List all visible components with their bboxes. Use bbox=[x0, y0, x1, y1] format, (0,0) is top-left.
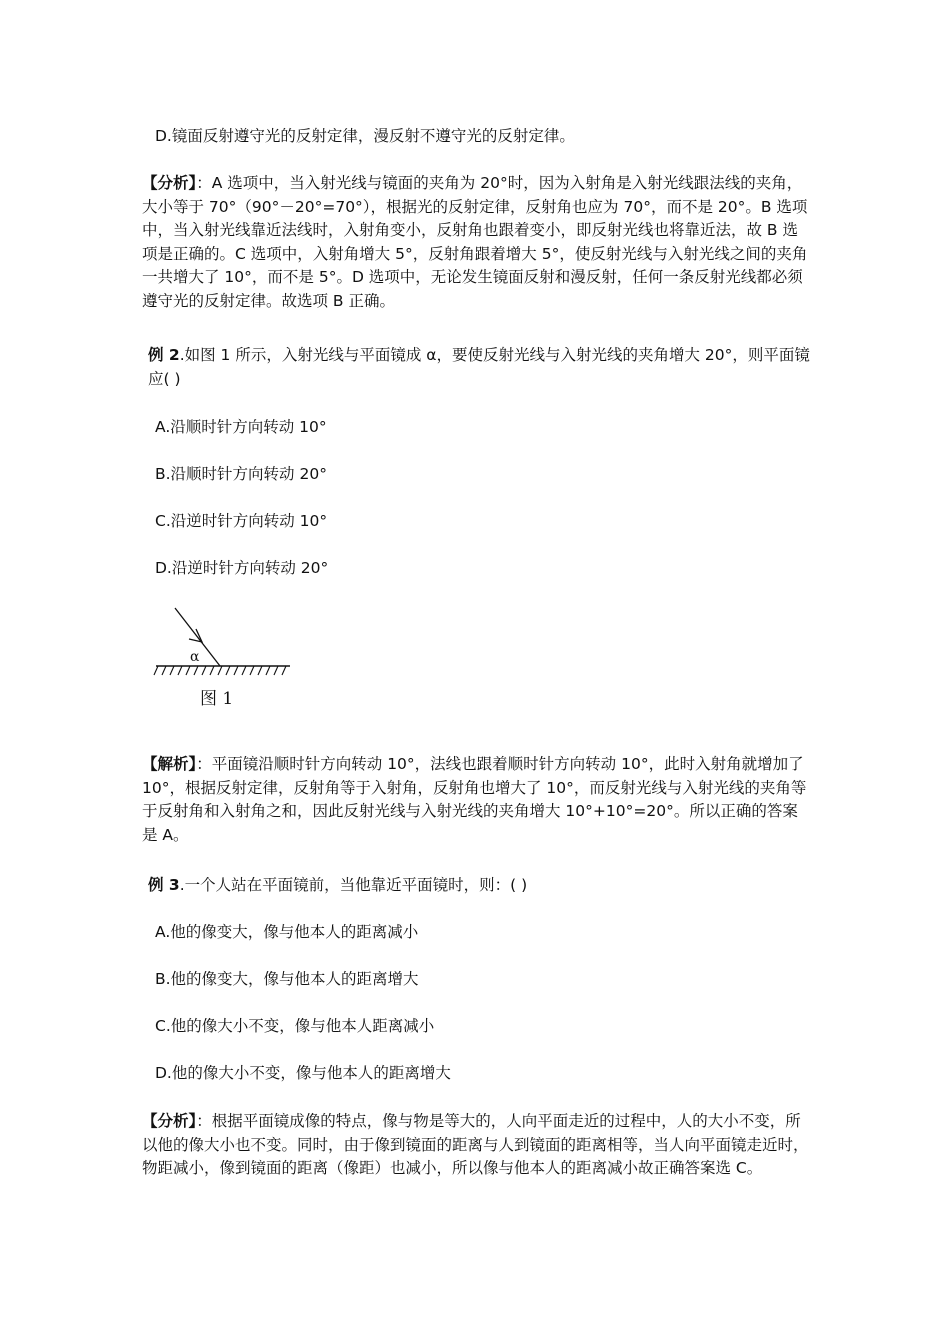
example-2-title: 例 2 bbox=[148, 346, 180, 364]
example-3-option-b: B.他的像变大，像与他本人的距离增大 bbox=[155, 970, 419, 988]
example-3-stem: .一个人站在平面镜前，当他靠近平面镜时，则：( ) bbox=[179, 876, 528, 894]
figure-1-caption: 图 1 bbox=[200, 689, 234, 709]
mirror-hatching bbox=[154, 666, 286, 675]
analysis-2-text: ：平面镜沿顺时针方向转动 10°，法线也跟着顺时针方向转动 10°，此时入射角就增加了 10°，根据反射定律，反射角等于入射角，反射角也增大了 10°，而反射光线与入射光线的夹角等于反射角和入射角之和，因此反射光线与入射光线的夹角增大 10°+10°=20°。所以正确的答案是 A。 bbox=[142, 755, 807, 844]
example-2-option-d: D.沿逆时针方向转动 20° bbox=[155, 559, 329, 577]
q1-option-d: D.镜面反射遵守光的反射定律，漫反射不遵守光的反射定律。 bbox=[155, 127, 575, 145]
example-2-option-a: A.沿顺时针方向转动 10° bbox=[155, 418, 327, 436]
example-2-stem: .如图 1 所示，入射光线与平面镜成 α，要使反射光线与入射光线的夹角增大 20°，则平面镜应( ) bbox=[148, 346, 810, 388]
example-2-question bbox=[148, 344, 810, 391]
analysis-2-label: 【解析】 bbox=[142, 755, 197, 773]
analysis-1-text: ：A 选项中，当入射光线与镜面的夹角为 20°时，因为入射角是入射光线跟法线的夹角，大小等于 70°（90°－20°=70°），根据光的反射定律，反射角也应为 70°，而不是 20°。B 选项中，当入射光线靠近法线时，入射角变小，反射角也跟着变小，即反射光线也将靠近法，故 B 选项是正确的。C 选项中，入射角增大 5°，反射角跟着增大 5°，使反射光线与入射光线之间的夹角一共增大了 10°，而不是 5°。D 选项中，无论发生镜面反射和漫反射，任何一条反射光线都必须遵守光的反射定律。故选项 B 正确。 bbox=[142, 174, 808, 310]
analysis-3-label: 【分析】 bbox=[142, 1112, 197, 1130]
analysis-1-label: 【分析】 bbox=[142, 174, 197, 192]
analysis-1 bbox=[142, 172, 810, 313]
analysis-3 bbox=[142, 1110, 810, 1181]
angle-alpha-label: α bbox=[190, 649, 200, 665]
example-2-option-c: C.沿逆时针方向转动 10° bbox=[155, 512, 328, 530]
example-2-option-b: B.沿顺时针方向转动 20° bbox=[155, 465, 327, 483]
example-3-option-d: D.他的像大小不变，像与他本人的距离增大 bbox=[155, 1064, 451, 1082]
example-3-option-a: A.他的像变大，像与他本人的距离减小 bbox=[155, 923, 419, 941]
analysis-3-text: ：根据平面镜成像的特点，像与物是等大的，人向平面走近的过程中，人的大小不变，所以他的像大小也不变。同时，由于像到镜面的距离与人到镜面的距离相等，当人向平面镜走近时，物距减小，像到镜面的距离（像距）也减小，所以像与他本人的距离减小故正确答案选 C。 bbox=[142, 1112, 809, 1177]
example-3-question bbox=[148, 874, 810, 898]
example-3-title: 例 3 bbox=[148, 876, 180, 894]
example-3-option-c: C.他的像大小不变，像与他本人距离减小 bbox=[155, 1017, 435, 1035]
analysis-2 bbox=[142, 753, 810, 847]
